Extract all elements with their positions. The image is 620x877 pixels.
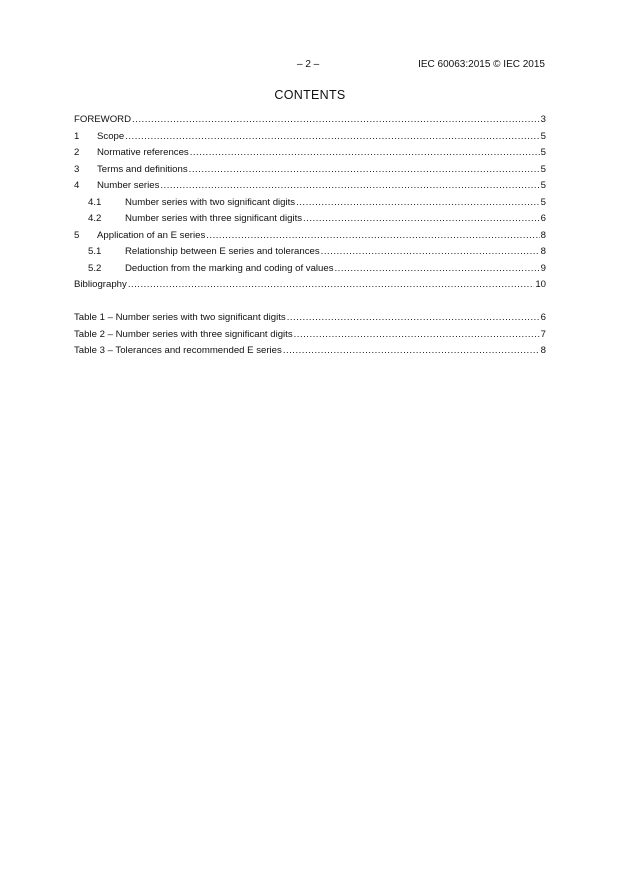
toc-entry-number: 5.2 [88,262,102,274]
dot-leader [303,211,540,228]
toc-entry-number: 2 [74,147,80,158]
toc-entry-title: FOREWORD [74,114,132,125]
dot-leader [132,112,540,129]
toc-entry-scope[interactable] [74,129,546,146]
table-of-contents [74,112,546,294]
toc-entry-title: Number series [97,180,160,191]
dot-leader [206,228,539,245]
toc-entry-4-2[interactable] [74,211,546,228]
dot-leader [335,261,540,278]
toc-entry-number: 1 [74,130,80,142]
list-of-tables [74,310,546,360]
table-entry-page: 7 [540,328,546,340]
toc-entry-5-1[interactable] [74,244,546,261]
dot-leader [287,310,540,327]
toc-entry-page: 8 [540,246,546,257]
dot-leader [321,244,540,261]
toc-entry-number: 5.1 [88,246,102,257]
toc-entry-number-series[interactable] [74,178,546,195]
dot-leader [189,162,540,179]
toc-entry-title: Deduction from the marking and coding of values [125,262,334,274]
toc-entry-title: Application of an E series [97,229,206,241]
toc-entry-terms-and-definitions[interactable] [74,162,546,179]
page-number: – 2 – [297,59,320,70]
toc-entry-page: 9 [540,262,546,274]
toc-entry-title: Bibliography [74,279,127,290]
toc-entry-page: 5 [540,196,546,208]
contents-title: CONTENTS [274,88,346,102]
toc-entry-page: 10 [535,279,546,290]
toc-entry-5-2[interactable] [74,261,546,278]
dot-leader [190,145,540,162]
dot-leader [160,178,539,195]
table-entry-title: Table 2 – Number series with three significant digits [74,328,293,340]
toc-entry-page: 5 [540,130,546,142]
toc-entry-number: 3 [74,163,80,175]
page-header [0,59,620,73]
dot-leader [125,129,539,146]
dot-leader [128,277,535,294]
dot-leader [296,195,540,212]
toc-entry-page: 6 [540,213,546,224]
toc-entry-number: 4.2 [88,213,102,224]
toc-entry-title: Scope [97,130,125,142]
document-reference: IEC 60063:2015 © IEC 2015 [418,59,545,70]
toc-entry-title: Normative references [97,147,189,158]
table-list-entry-3[interactable] [74,343,546,360]
table-entry-page: 8 [540,345,546,356]
toc-entry-number: 4 [74,180,80,191]
toc-entry-4-1[interactable] [74,195,546,212]
table-entry-page: 6 [540,312,546,323]
toc-entry-page: 5 [540,147,546,158]
dot-leader [294,327,540,344]
toc-entry-number: 4.1 [88,196,102,208]
dot-leader [283,343,540,360]
toc-entry-page: 5 [540,163,546,175]
table-entry-title: Table 1 – Number series with two significant digits [74,312,286,323]
toc-entry-page: 5 [540,180,546,191]
toc-entry-foreword[interactable] [74,112,546,129]
table-entry-title: Table 3 – Tolerances and recommended E series [74,345,282,356]
toc-entry-bibliography[interactable] [74,277,546,294]
toc-entry-title: Number series with three significant digits [125,213,303,224]
toc-entry-title: Number series with two significant digits [125,196,296,208]
table-list-entry-2[interactable] [74,327,546,344]
toc-entry-page: 3 [540,114,546,125]
toc-entry-application-of-e-series[interactable] [74,228,546,245]
toc-entry-title: Terms and definitions [97,163,188,175]
toc-entry-page: 8 [540,229,546,241]
toc-entry-number: 5 [74,229,80,241]
table-list-entry-1[interactable] [74,310,546,327]
toc-entry-title: Relationship between E series and tolerances [125,246,320,257]
toc-entry-normative-references[interactable] [74,145,546,162]
